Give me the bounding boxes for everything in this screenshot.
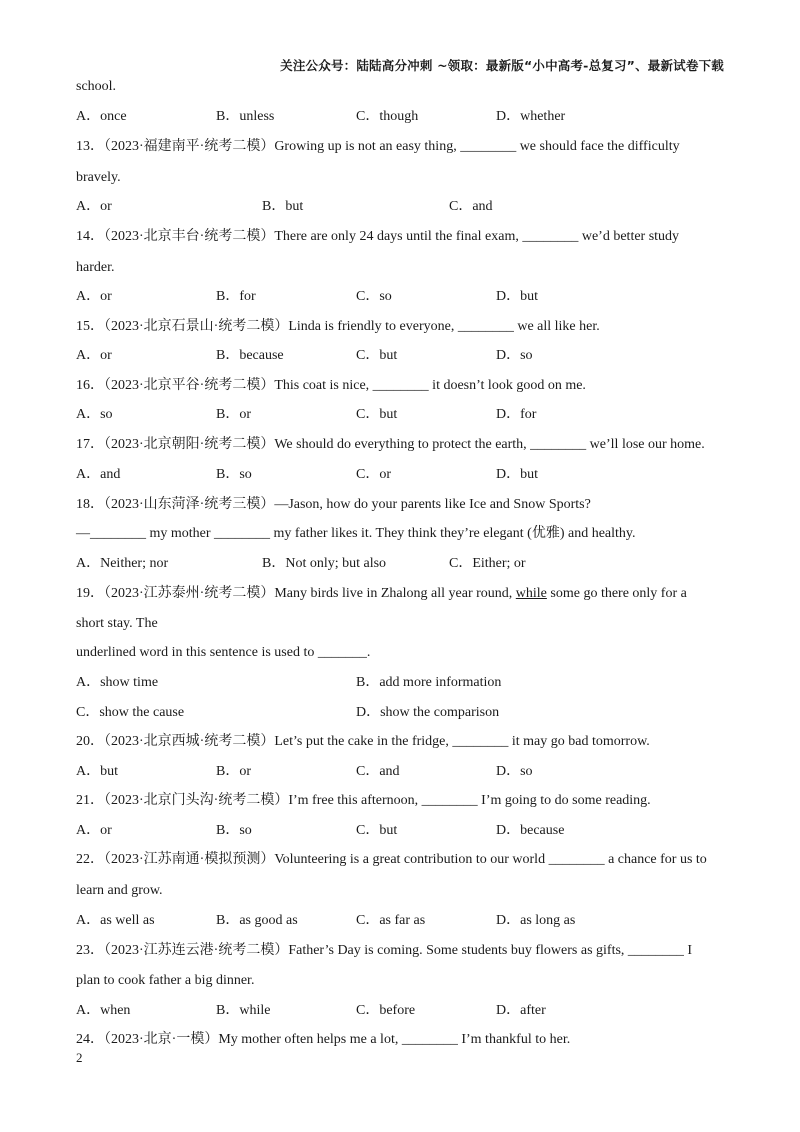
option-b: B．but xyxy=(262,199,304,214)
option-row xyxy=(76,704,756,722)
option-d: D．after xyxy=(496,1003,546,1018)
question-13: 13．（2023·福建南平·统考二模）Growing up is not an easy thing, ________ we should face the difficulty xyxy=(76,139,680,154)
option-row xyxy=(76,555,756,573)
option-d: D．because xyxy=(496,823,565,838)
option-b: B．add more information xyxy=(356,675,502,690)
question-22-cont: learn and grow. xyxy=(76,883,163,898)
option-b: B．so xyxy=(216,467,252,482)
option-d: D．whether xyxy=(496,109,566,124)
question-19-cont: short stay. The xyxy=(76,616,158,631)
option-d: D．but xyxy=(496,467,538,482)
question-19 xyxy=(76,585,687,603)
question-22: 22．（2023·江苏南通·模拟预测）Volunteering is a great contribution to our world ________ a chance for us to xyxy=(76,852,707,867)
option-a: A．or xyxy=(76,199,112,214)
option-d: D．show the comparison xyxy=(356,705,500,720)
option-a: A．so xyxy=(76,407,113,422)
option-b: B．Not only; but also xyxy=(262,556,387,571)
option-d: D．so xyxy=(496,764,533,779)
question-18-cont: —________ my mother ________ my father likes it. They think they’re elegant (优雅) and healthy. xyxy=(76,526,636,541)
option-b: B．or xyxy=(216,407,251,422)
option-a: A．or xyxy=(76,289,112,304)
option-row xyxy=(76,108,756,126)
underlined-word: while xyxy=(515,586,547,601)
question-19-text: 19．（2023·江苏泰州·统考二模）Many birds live in Zhalong all year round, xyxy=(76,586,516,601)
option-a: A．or xyxy=(76,348,112,363)
option-a: A．as well as xyxy=(76,913,155,928)
option-row xyxy=(76,912,756,930)
question-20: 20．（2023·北京西城·统考二模）Let’s put the cake in the fridge, ________ it may go bad tomorrow. xyxy=(76,734,650,749)
question-15: 15．（2023·北京石景山·统考二模）Linda is friendly to everyone, ________ we all like her. xyxy=(76,319,600,334)
option-c: C．Either; or xyxy=(449,556,526,571)
option-c: C．or xyxy=(356,467,391,482)
option-b: B．unless xyxy=(216,109,275,124)
question-14-cont: harder. xyxy=(76,260,115,275)
question-21: 21．（2023·北京门头沟·统考二模）I’m free this afternoon, ________ I’m going to do some reading. xyxy=(76,793,651,808)
option-d: D．as long as xyxy=(496,913,576,928)
option-row xyxy=(76,763,756,781)
option-a: A．show time xyxy=(76,675,159,690)
option-row xyxy=(76,347,756,365)
option-row xyxy=(76,674,756,692)
option-a: A．or xyxy=(76,823,112,838)
option-c: C．so xyxy=(356,289,392,304)
option-a: A．when xyxy=(76,1003,131,1018)
option-b: B．as good as xyxy=(216,913,298,928)
option-c: C．but xyxy=(356,823,398,838)
option-a: A．and xyxy=(76,467,121,482)
option-c: C．before xyxy=(356,1003,416,1018)
question-13-cont: bravely. xyxy=(76,170,121,185)
option-c: C．show the cause xyxy=(76,705,185,720)
page-header: 关注公众号：陆陆高分冲刺 ~领取：最新版“小中高考-总复习”、最新试卷下载 xyxy=(280,58,724,73)
question-17: 17．（2023·北京朝阳·统考二模）We should do everything to protect the earth, ________ we’ll lose our home. xyxy=(76,437,705,452)
option-c: C．and xyxy=(449,199,493,214)
option-b: B．because xyxy=(216,348,284,363)
question-23: 23．（2023·江苏连云港·统考二模）Father’s Day is coming. Some students buy flowers as gifts, ________ I xyxy=(76,943,693,958)
question-23-cont: plan to cook father a big dinner. xyxy=(76,973,255,988)
option-d: D．so xyxy=(496,348,533,363)
option-row xyxy=(76,466,756,484)
option-c: C．and xyxy=(356,764,400,779)
question-19-prompt: underlined word in this sentence is used to _______. xyxy=(76,645,371,660)
option-row xyxy=(76,288,756,306)
option-a: A．Neither; nor xyxy=(76,556,169,571)
option-b: B．while xyxy=(216,1003,271,1018)
option-row xyxy=(76,822,756,840)
option-row xyxy=(76,406,756,424)
question-24: 24．（2023·北京·一模）My mother often helps me a lot, ________ I’m thankful to her. xyxy=(76,1032,571,1047)
page-number: 2 xyxy=(76,1050,83,1065)
question-text: school. xyxy=(76,79,117,94)
option-row xyxy=(76,1002,756,1020)
option-b: B．so xyxy=(216,823,252,838)
question-18: 18．（2023·山东菏泽·统考三模）—Jason, how do your parents like Ice and Snow Sports? xyxy=(76,497,591,512)
option-c: C．as far as xyxy=(356,913,426,928)
question-14: 14．（2023·北京丰台·统考二模）There are only 24 days until the final exam, ________ we’d better study xyxy=(76,229,680,244)
option-c: C．but xyxy=(356,348,398,363)
option-d: D．for xyxy=(496,407,537,422)
option-c: C．though xyxy=(356,109,419,124)
option-d: D．but xyxy=(496,289,538,304)
option-a: A．once xyxy=(76,109,127,124)
option-b: B．for xyxy=(216,289,256,304)
option-b: B．or xyxy=(216,764,251,779)
option-row xyxy=(76,198,756,216)
question-19-text-end: some go there only for a xyxy=(546,586,687,601)
option-c: C．but xyxy=(356,407,398,422)
option-a: A．but xyxy=(76,764,118,779)
question-16: 16．（2023·北京平谷·统考二模）This coat is nice, ________ it doesn’t look good on me. xyxy=(76,378,586,393)
